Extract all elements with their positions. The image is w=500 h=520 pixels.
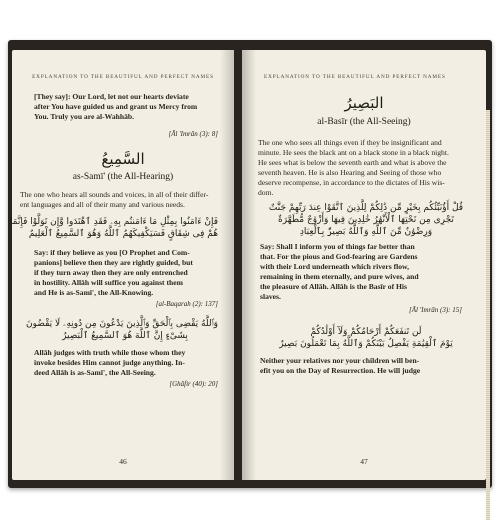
name-heading: al-Basīr (the All-Seeing) xyxy=(317,117,411,127)
translation-line: with their Lord underneath which rivers flow, xyxy=(260,262,409,271)
page-number: 47 xyxy=(360,457,368,466)
arabic-line: قُلْ أَؤُنَبِّئُكُم بِخَيْرٍ مِّن ذَٰلِكُمْ لِلَّذِينَ ٱتَّقَوْا عِندَ رَبِّهِمْ جَنَّٰتٌ xyxy=(268,203,464,213)
verse-arabic xyxy=(9,216,218,240)
translation-line: if they turn away then they are only entrenched xyxy=(34,268,188,277)
translation-line: deed Allāh is as-Samī', the All-Seeing. xyxy=(34,368,156,377)
verse-arabic xyxy=(266,326,466,350)
arabic-line: بِشَىْءٍ إِنَّ ٱللَّهَ هُوَ ٱلسَّمِيعُ ٱلْبَصِيرُ xyxy=(62,331,188,341)
arabic-line: وَٱللَّهُ يَقْضِى بِٱلْحَقِّ وَٱلَّذِينَ يَدْعُونَ مِن دُونِهِۦ لَا يَقْضُونَ xyxy=(26,319,218,329)
translation-line: invoke besides Him cannot judge anything. In- xyxy=(34,358,185,367)
arabic-line: تَجْرِى مِن تَحْتِهَا ٱلْأَنْهَٰرُ خَٰلِدِينَ فِيهَا وَأَزْوَٰجٌ مُّطَهَّرَةٌ xyxy=(278,215,454,225)
verse-translation xyxy=(260,356,475,376)
translation-line: Say: if they believe as you [O Prophet and Com- xyxy=(34,248,190,257)
verse-reference: [Āl 'Imrān (3): 15] xyxy=(408,306,462,314)
translation-line: panions] believe then they are rightly guided, but xyxy=(34,258,193,267)
translation-line: efit you on the Day of Resurrection. He will judge xyxy=(260,366,421,375)
quote-line: [They say]: Our Lord, let not our hearts deviate xyxy=(34,92,189,101)
gutter-shadow xyxy=(242,50,256,480)
quote-reference: [Āl 'Imrān (3): 8] xyxy=(168,130,218,138)
translation-line: the pleasure of Allāh. Allāh is the Basīr of His xyxy=(260,282,407,291)
verse-arabic xyxy=(26,318,218,342)
description-line: ent languages and all of their many and various needs. xyxy=(20,200,185,209)
description-line: The one who hears all sounds and voices, in all of their differ- xyxy=(20,190,209,199)
translation-line: slaves. xyxy=(260,292,281,301)
translation-line: remaining in them eternally, and pure wives, and xyxy=(260,272,419,281)
translation-line: in hostility. Allāh will suffice you against them xyxy=(34,278,183,287)
description-line: minute. He sees the black ant on a black stone in a black night. xyxy=(258,148,449,157)
verse-arabic xyxy=(266,202,466,238)
arabic-name-title: السَّمِيعُ xyxy=(101,150,145,168)
arabic-line: لَن تَنفَعَكُمْ أَرْحَامُكُمْ وَلَآ أَوْلَٰدُكُمْ xyxy=(310,327,422,337)
translation-line: and He is as-Samī', the All-Knowing. xyxy=(34,288,154,297)
running-head: EXPLANATION TO THE BEAUTIFUL AND PERFECT NAMES xyxy=(264,74,446,80)
verse-translation xyxy=(34,248,226,298)
translation-line: Allāh judges with truth while those whom they xyxy=(34,348,186,357)
description-line: dom. xyxy=(258,188,274,197)
description-line: He sees what is below the seventh earth and what is above the xyxy=(258,158,447,167)
arabic-line: هُمْ فِى شِقَاقٍ فَسَيَكْفِيكَهُمُ ٱللَّهُ وَهُوَ ٱلسَّمِيعُ ٱلْعَلِيمُ xyxy=(28,229,218,239)
arabic-line: وَرِضْوَٰنٌ مِّنَ ٱللَّهِ وَٱللَّهُ بَصِيرٌۢ بِٱلْعِبَادِ xyxy=(299,227,433,237)
translation-line: that. For the pious and God-fearing are Gardens xyxy=(260,252,418,261)
verse-reference: [al-Baqarah (2): 137] xyxy=(155,300,218,308)
description-line: seventh heaven. He is also Hearing and Seeing of those who xyxy=(258,168,442,177)
translation-line: Neither your relatives nor your children will ben- xyxy=(260,356,420,365)
quote-line: You. Truly you are al-Wahhāb. xyxy=(34,112,135,121)
opening-quote xyxy=(34,92,224,122)
arabic-line: فَإِنْ ءَامَنُوا بِمِثْلِ مَا ءَامَنتُم بِهِۦ فَقَدِ ٱهْتَدَوا وَّإِن تَوَلَّوْا فَإِنَّمَا xyxy=(9,217,218,227)
right-page xyxy=(242,50,486,480)
translation-line: Say: Shall I inform you of things far better than xyxy=(260,242,415,251)
name-description xyxy=(20,190,230,210)
arabic-line: يَوْمَ ٱلْقِيَٰمَةِ يَفْصِلُ بَيْنَكُمْ وَٱللَّهُ بِمَا تَعْمَلُونَ بَصِيرٌ xyxy=(279,339,453,349)
running-head: EXPLANATION TO THE BEAUTIFUL AND PERFECT NAMES xyxy=(32,74,214,80)
verse-translation xyxy=(34,348,226,378)
quote-line: after You have guided us and grant us Mercy from xyxy=(34,102,198,111)
left-page xyxy=(9,50,234,480)
description-line: deserve recompense, in accordance to the dictates of His wis- xyxy=(258,178,445,187)
name-description xyxy=(258,138,478,198)
verse-translation xyxy=(260,242,475,302)
verse-reference: [Ghāfir (40): 20] xyxy=(169,380,218,388)
arabic-name-title: البَصِيرُ xyxy=(344,94,384,112)
page-edges xyxy=(486,110,490,520)
page-number: 46 xyxy=(119,457,127,466)
description-line: The one who sees all things even if they be insignificant and xyxy=(258,138,442,147)
name-heading: as-Samī' (the All-Hearing) xyxy=(72,172,174,182)
